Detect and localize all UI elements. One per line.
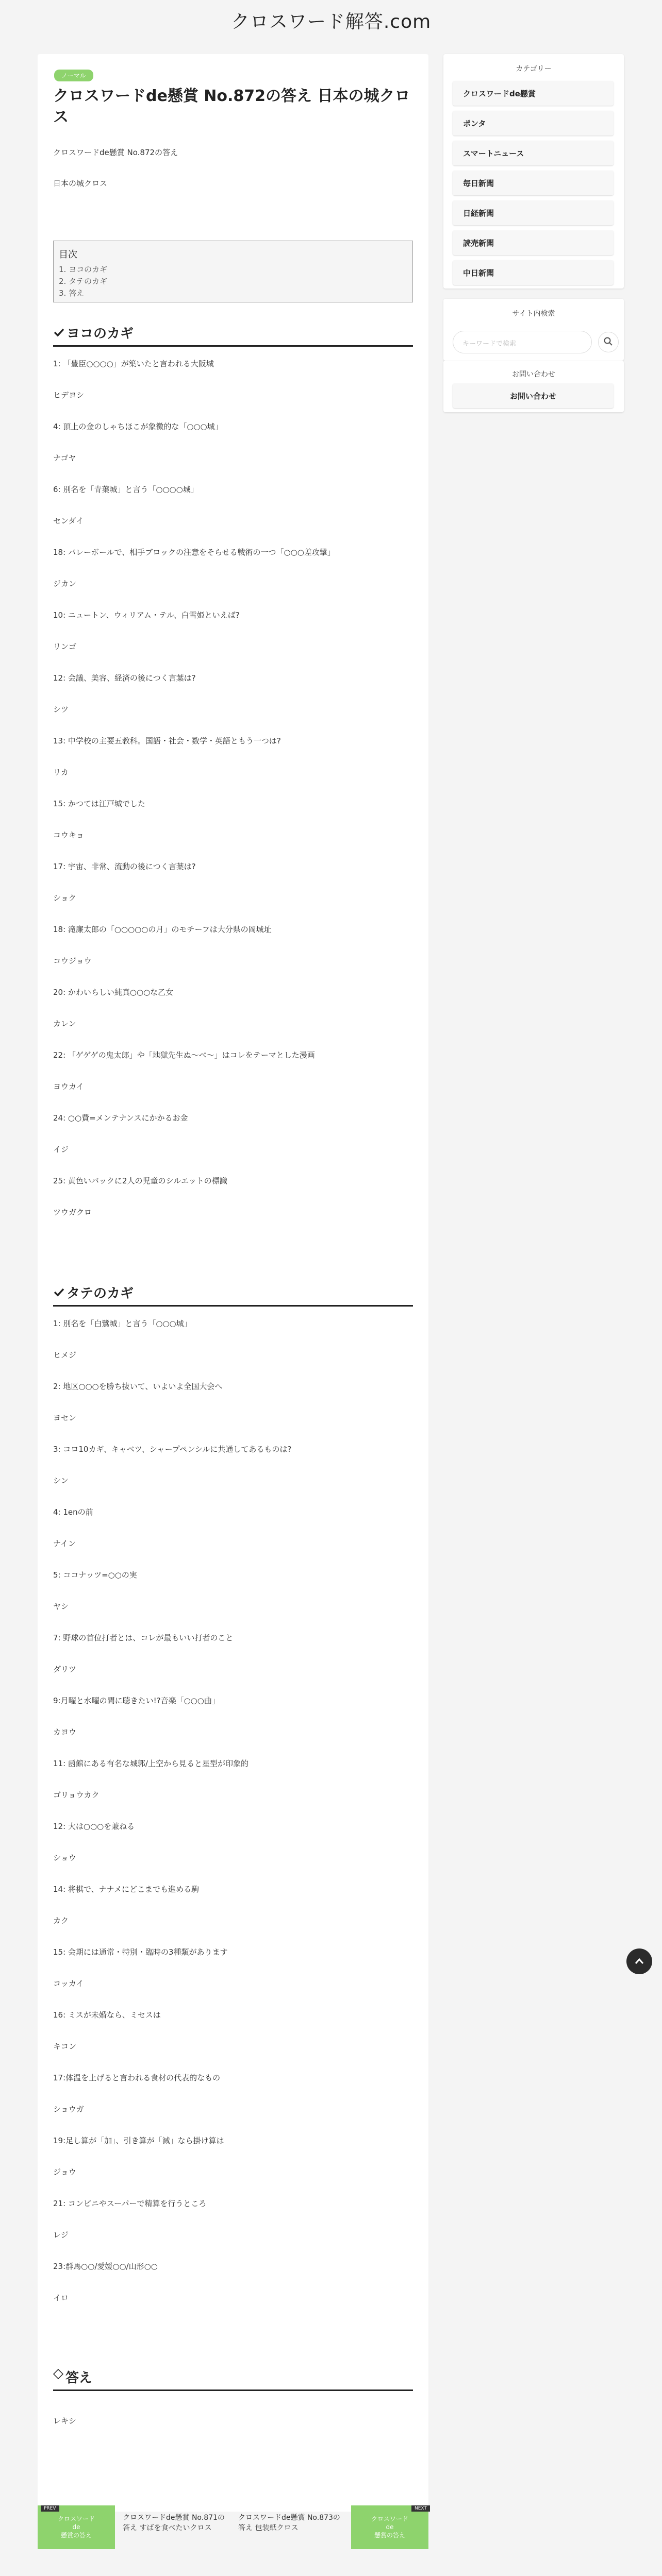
title-line-2: ス xyxy=(53,108,69,126)
clue-question: 1: 「豊臣○○○○」が築いたと言われる大阪城 xyxy=(53,359,214,368)
answer-value: レキシ xyxy=(53,2416,76,2426)
clue-answer: レジ xyxy=(53,2230,69,2240)
clue-answer: カレン xyxy=(53,1019,76,1028)
clue-answer: カヨウ xyxy=(53,1727,77,1737)
section-heading-answer xyxy=(53,2367,413,2391)
clue-question: 21: コンビニやスーパーで精算を行うところ xyxy=(53,2199,207,2208)
clue-answer: イロ xyxy=(53,2293,69,2302)
clue-answer: センダイ xyxy=(53,516,84,526)
section-heading-yoko xyxy=(53,323,413,347)
clue-answer: ショク xyxy=(53,893,76,903)
clue-answer: ジョウ xyxy=(53,2167,76,2177)
search-button[interactable] xyxy=(598,332,619,352)
toc-item-yoko[interactable]: 1. ヨコのカギ xyxy=(59,265,108,274)
prev-post-title: クロスワードde懸賞 No.871の答え すばを食べたいクロス xyxy=(123,2514,225,2532)
clue-question: 13: 中学校の主要五教科。国語・社会・数学・英語ともう一つは? xyxy=(53,736,281,745)
search-widget-title: サイト内検索 xyxy=(512,310,555,318)
table-of-contents xyxy=(53,241,413,302)
search-icon xyxy=(603,339,614,349)
clue-question: 20: かわいらしい純真○○○な乙女 xyxy=(53,988,174,997)
clue-question: 17:体温を上げると言われる食材の代表的なもの xyxy=(53,2073,221,2082)
clue-question: 12: 大は○○○を兼ねる xyxy=(53,1822,135,1831)
clue-answer: コウキョ xyxy=(53,831,85,840)
clue-answer: シツ xyxy=(53,705,69,714)
diamond-icon xyxy=(53,2367,63,2383)
clue-answer: ジカン xyxy=(53,579,77,588)
section-heading-text: 答え xyxy=(65,2370,93,2386)
clue-answer: ヒデヨシ xyxy=(53,391,85,400)
clue-answer: ヨセン xyxy=(53,1413,77,1422)
clue-question: 7: 野球の首位打者とは、コレが最もいい打者のこと xyxy=(53,1633,234,1642)
clue-answer: ツウガクロ xyxy=(53,1208,92,1217)
clue-question: 9:月曜と水曜の間に聴きたい!?音楽「○○○曲」 xyxy=(53,1696,220,1705)
clue-question: 6: 別名を「青葉城」と言う「○○○○城」 xyxy=(53,485,198,494)
clue-answer: ショウ xyxy=(53,1853,76,1862)
search-widget xyxy=(443,299,624,361)
clue-answer: ナゴヤ xyxy=(53,453,76,463)
contact-widget xyxy=(443,361,624,412)
next-thumb-text: クロスワード de 懸賞の答え xyxy=(371,2515,408,2539)
sidebar-category-item[interactable]: スマートニュース xyxy=(453,141,614,165)
clue-question: 4: 頂上の金のしゃちほこが象徴的な「○○○城」 xyxy=(53,422,223,431)
clue-question: 16: ミスが未婚なら、ミセスは xyxy=(53,2010,161,2020)
category-widget-title: カテゴリー xyxy=(516,65,552,73)
next-post-thumbnail xyxy=(351,2505,428,2549)
sidebar-category-item[interactable]: 読売新聞 xyxy=(453,230,614,255)
intro-text: クロスワードde懸賞 No.872の答え xyxy=(53,148,178,157)
check-icon xyxy=(53,1286,64,1301)
next-post-title: クロスワードde懸賞 No.873の答え 包装紙クロス xyxy=(238,2514,340,2532)
contact-button[interactable]: お問い合わせ xyxy=(453,383,614,408)
category-badge[interactable]: ノーマル xyxy=(54,70,93,81)
clue-question: 15: 会期には通常・特別・臨時の3種類があります xyxy=(53,1947,228,1957)
clue-answer: ヒメジ xyxy=(53,1350,77,1360)
section-heading-text: ヨコのカギ xyxy=(67,326,134,342)
sidebar-category-item[interactable]: クロスワードde懸賞 xyxy=(453,81,614,106)
sidebar-category-item[interactable]: 中日新聞 xyxy=(453,260,614,285)
clue-question: 14: 将棋で、ナナメにどこまでも進める駒 xyxy=(53,1885,200,1894)
clue-answer: ダリツ xyxy=(53,1665,77,1674)
next-tag: NEXT xyxy=(411,2505,430,2512)
section-heading-text: タテのカギ xyxy=(67,1286,134,1301)
clue-answer: ヤシ xyxy=(53,1602,69,1611)
clue-question: 22: 「ゲゲゲの鬼太郎」や「地獄先生ぬ～べ～」はコレをテーマとした漫画 xyxy=(53,1050,315,1060)
toc-item-answer[interactable]: 3. 答え xyxy=(59,289,85,298)
clue-question: 23:群馬○○/愛媛○○/山形○○ xyxy=(53,2262,158,2271)
clue-question: 3: コロ10カギ、キャベツ、シャープペンシルに共通してあるものは? xyxy=(53,1445,292,1454)
check-icon xyxy=(53,326,64,342)
site-title-link[interactable]: クロスワード解答.com xyxy=(230,11,432,32)
scroll-to-top-button[interactable] xyxy=(626,1948,652,1974)
clue-answer: イジ xyxy=(53,1145,69,1154)
clue-question: 24: ○○費=メンテナンスにかかるお金 xyxy=(53,1113,188,1123)
site-header xyxy=(0,0,662,46)
clue-question: 10: ニュートン、ウィリアム・テル、白雪姫といえば? xyxy=(53,611,240,620)
prev-thumb-text: クロスワード de 懸賞の答え xyxy=(57,2515,95,2539)
prev-tag: PREV xyxy=(41,2505,59,2512)
clue-question: 17: 宇宙、非常、流動の後につく言葉は? xyxy=(53,862,196,871)
clue-answer: リンゴ xyxy=(53,642,77,651)
prev-post-thumbnail xyxy=(38,2505,115,2549)
clue-answer: ゴリョウカク xyxy=(53,1790,100,1800)
page-title xyxy=(53,86,414,128)
clue-answer: ナイン xyxy=(53,1539,76,1548)
toc-item-tate[interactable]: 2. タテのカギ xyxy=(59,277,108,286)
chevron-up-icon xyxy=(633,1960,646,1970)
prev-post-link[interactable] xyxy=(38,2505,233,2549)
sidebar-category-item[interactable]: 毎日新聞 xyxy=(453,171,614,195)
contact-widget-title: お問い合わせ xyxy=(512,370,555,379)
sidebar-category-item[interactable]: ポンタ xyxy=(453,111,614,135)
clue-question: 15: かつては江戸城でした xyxy=(53,799,145,808)
clue-question: 1: 別名を「白鷺城」と言う「○○○城」 xyxy=(53,1319,192,1328)
article-container xyxy=(38,54,428,2512)
clue-question: 18: バレーボールで、相手ブロックの注意をそらせる戦術の一つ「○○○差攻撃」 xyxy=(53,548,335,557)
clue-answer: ショウガ xyxy=(53,2105,84,2114)
next-post-link[interactable] xyxy=(233,2505,428,2549)
search-input[interactable]: キーワードで検索 xyxy=(453,331,592,353)
toc-title: 目次 xyxy=(59,249,77,260)
clue-answer: キコン xyxy=(53,2042,77,2051)
clue-answer: リカ xyxy=(53,768,69,777)
clue-question: 18: 滝廉太郎の「○○○○○の月」のモチーフは大分県の岡城址 xyxy=(53,925,272,934)
clue-answer: カク xyxy=(53,1916,69,1925)
title-line-1: クロスワードde懸賞 No.872の答え 日本の城クロ xyxy=(53,87,410,105)
section-heading-tate xyxy=(53,1283,413,1307)
clue-question: 12: 会議、美容、経済の後につく言葉は? xyxy=(53,673,196,683)
clue-answer: シン xyxy=(53,1476,69,1485)
intro-subtitle: 日本の城クロス xyxy=(53,179,108,188)
clue-question: 25: 黄色いバックに2人の児童のシルエットの標識 xyxy=(53,1176,227,1185)
clue-question: 4: 1enの前 xyxy=(53,1507,93,1517)
clue-question: 2: 地区○○○を勝ち抜いて、いよいよ全国大会へ xyxy=(53,1382,223,1391)
clue-answer: ヨウカイ xyxy=(53,1082,84,1091)
clue-question: 11: 函館にある有名な城郭/上空から見ると星型が印象的 xyxy=(53,1759,249,1768)
clue-answer: コッカイ xyxy=(53,1979,84,1988)
sidebar-category-item[interactable]: 日経新聞 xyxy=(453,200,614,225)
clue-question: 19:足し算が「加」、引き算が「減」なら掛け算は xyxy=(53,2136,224,2145)
clue-answer: コウジョウ xyxy=(53,956,92,965)
category-widget xyxy=(443,54,624,289)
clue-question: 5: ココナッツ=○○の実 xyxy=(53,1570,137,1580)
